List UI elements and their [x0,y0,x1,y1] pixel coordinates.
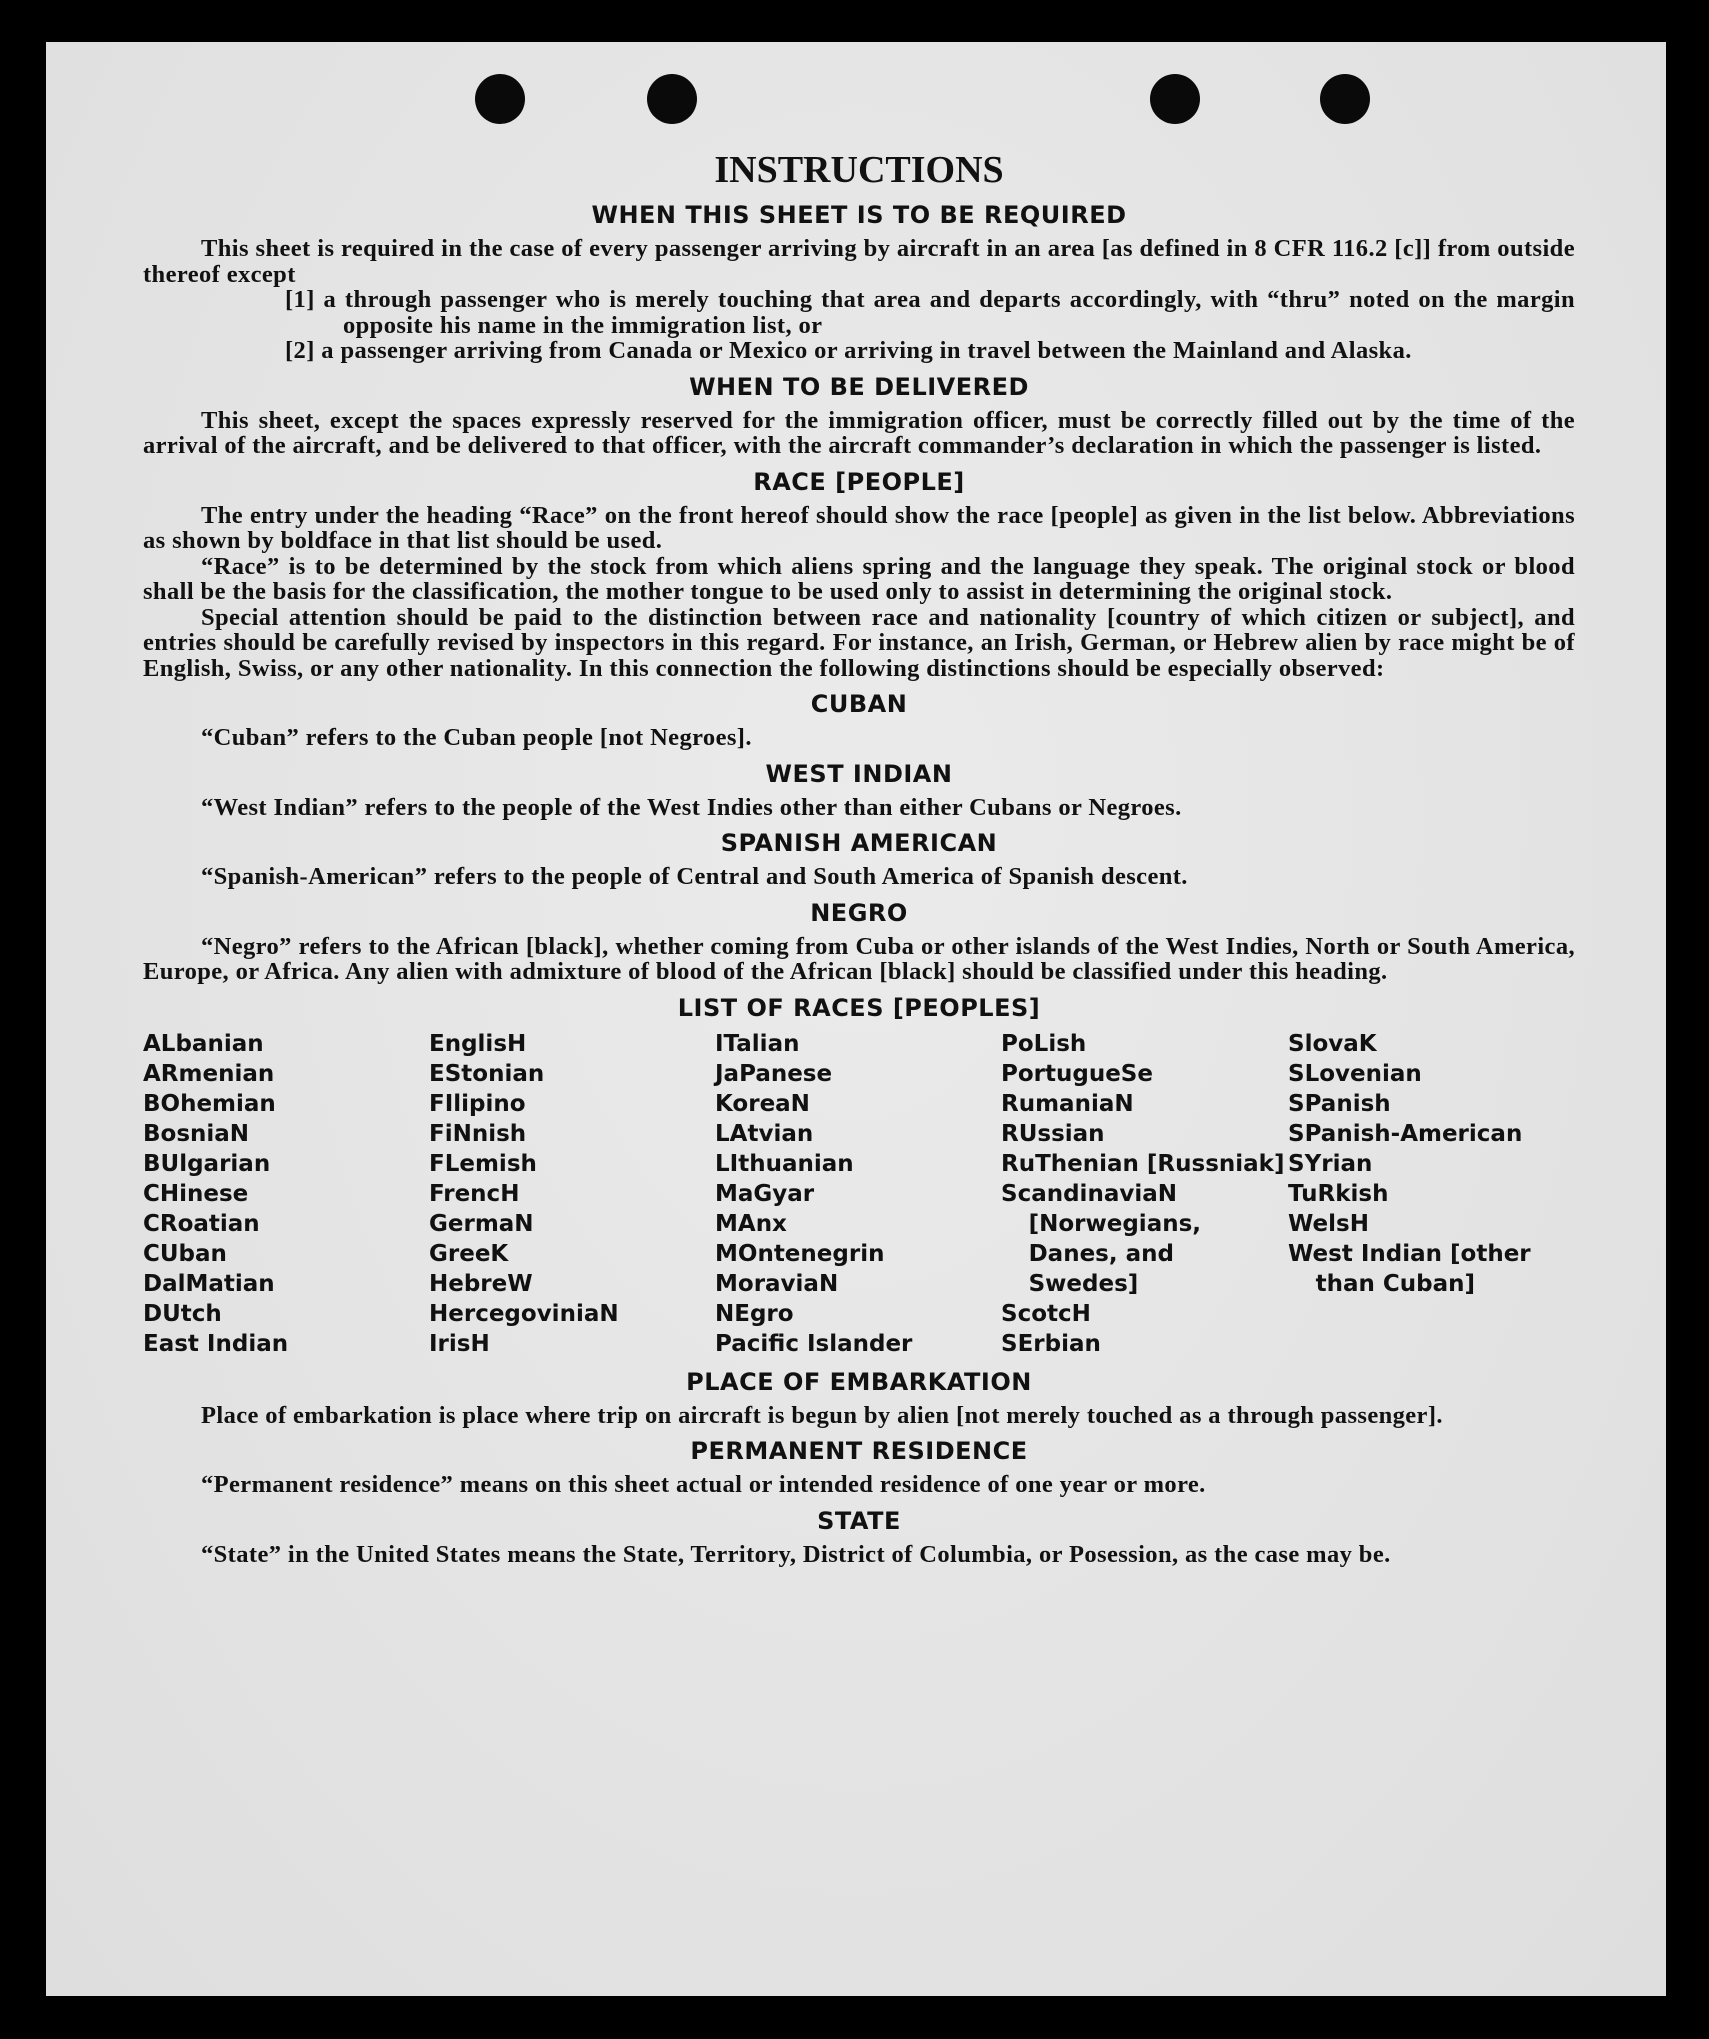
paragraph: Special attention should be paid to the distinction between race and nationality [country of which citizen or subject], and entries should be carefully revised by inspectors in this regard. For instance, an Irish, German, or Hebrew alien by race might be of English, Swiss, or any other nationality. In this connection the following distinctions should be especially observed: [143,603,1575,682]
list-item: [2] a passenger arriving from Canada or Mexico or arriving in travel between the Mainland and Alaska. [285,337,1412,364]
section-heading: RACE [PEOPLE] [753,467,965,496]
page-title: INSTRUCTIONS [714,149,1004,191]
paragraph: “West Indian” refers to the people of the West Indies other than either Cubans or Negroes. [201,793,1182,821]
race-entry: SLovenian [1288,1060,1422,1087]
race-entry: HercegoviniaN [429,1300,619,1327]
race-entry: RuThenian [Russniak] [1001,1150,1285,1177]
races-column [143,1029,429,1359]
race-entry: FrencH [429,1180,520,1207]
section-heading: NEGRO [810,898,908,927]
instructions-content [143,148,1575,1567]
punch-hole [1320,74,1370,124]
race-entry: ALbanian [143,1030,264,1057]
race-entry: CRoatian [143,1210,260,1237]
races-column [1001,1029,1288,1359]
race-entry: FIlipino [429,1090,526,1117]
race-entry: HebreW [429,1270,533,1297]
race-entry: ScotcH [1001,1300,1091,1327]
race-entry: ARmenian [143,1060,275,1087]
paragraph: Place of embarkation is place where trip on aircraft is begun by alien [not merely touched as a through passenger]. [201,1401,1443,1429]
races-column [1288,1029,1575,1359]
race-entry: GreeK [429,1240,509,1267]
race-entry: MoraviaN [715,1270,839,1297]
paragraph: “Race” is to be determined by the stock from which aliens spring and the language they speak. The original stock or blood shall be the basis for the classification, the mother tongue to be used only to assist in determining the original stock. [143,552,1575,605]
race-entry: CHinese [143,1180,249,1207]
race-entry: ScandinaviaN [Norwegians, Danes, and Swedes] [1001,1180,1202,1297]
race-entry: WelsH [1288,1210,1369,1237]
race-entry: MOntenegrin [715,1240,885,1267]
race-entry: DUtch [143,1300,222,1327]
race-entry: East Indian [143,1330,289,1357]
section-heading: WHEN TO BE DELIVERED [689,372,1029,401]
race-entry: JaPanese [715,1060,833,1087]
section-heading: STATE [817,1506,901,1535]
race-entry: Pacific Islander [715,1330,913,1357]
paragraph: “Spanish-American” refers to the people of Central and South America of Spanish descent. [201,863,1188,890]
race-entry: TuRkish [1288,1180,1389,1207]
section-heading: WHEN THIS SHEET IS TO BE REQUIRED [591,201,1127,229]
paragraph: “Cuban” refers to the Cuban people [not Negroes]. [201,724,752,751]
race-entry: SPanish-American [1288,1120,1523,1147]
races-column [429,1029,715,1359]
paragraph: “Negro” refers to the African [black], whether coming from Cuba or other islands of the West Indies, North or South America, Europe, or Africa. Any alien with admixture of blood of the African [black] should be classified under this heading. [143,932,1575,985]
race-entry: SPanish [1288,1090,1391,1117]
race-entry: EnglisH [429,1030,527,1057]
punch-hole [475,74,525,124]
race-entry: BOhemian [143,1090,276,1117]
paragraph: This sheet, except the spaces expressly reserved for the immigration officer, must be correctly filled out by the time of the arrival of the aircraft, and be delivered to that officer, with the aircraft commander’s declaration in which the passenger is listed. [143,406,1575,459]
paragraph: “State” in the United States means the State, Territory, District of Columbia, or Posession, as the case may be. [201,1540,1391,1568]
race-entry: NEgro [715,1300,794,1327]
race-entry: LAtvian [715,1120,814,1147]
race-entry: MAnx [715,1210,787,1237]
race-entry: BUlgarian [143,1150,271,1177]
race-entry: BosniaN [143,1120,250,1147]
race-entry: IrisH [429,1330,490,1357]
race-entry: FiNnish [429,1120,527,1147]
race-entry: GermaN [429,1210,534,1237]
punch-hole [647,74,697,124]
section-heading: CUBAN [810,690,908,718]
race-entry: DalMatian [143,1270,275,1297]
race-entry: EStonian [429,1060,545,1087]
race-entry: SlovaK [1288,1030,1377,1057]
punch-hole [1150,74,1200,124]
race-entry: MaGyar [715,1180,815,1207]
race-entry: PoLish [1001,1030,1087,1057]
race-entry: ITalian [715,1030,800,1057]
paragraph: “Permanent residence” means on this sheet actual or intended residence of one year or more. [201,1471,1206,1498]
race-entry: KoreaN [715,1090,810,1117]
races-list [143,1029,1575,1359]
race-entry: FLemish [429,1150,537,1177]
race-entry: SErbian [1001,1330,1101,1357]
paragraph: This sheet is required in the case of every passenger arriving by aircraft in an area [as defined in 8 CFR 116.2 [c]] from outside thereof except [143,235,1575,288]
race-entry: SYrian [1288,1150,1373,1177]
race-entry: PortugueSe [1001,1060,1153,1087]
list-item: [1] a through passenger who is merely touching that area and departs accordingly, with “thru” noted on the margin opposite his name in the immigration list, or [285,286,1575,339]
races-heading: LIST OF RACES [PEOPLES] [677,993,1041,1022]
race-entry: CUban [143,1240,227,1267]
races-column [715,1029,1001,1359]
section-heading: PERMANENT RESIDENCE [690,1437,1028,1465]
section-heading: SPANISH AMERICAN [720,829,998,857]
section-heading: WEST INDIAN [765,759,953,788]
paragraph: The entry under the heading “Race” on the front hereof should show the race [people] as given in the list below. Abbreviations as shown by boldface in that list should be used. [143,501,1575,554]
race-entry: West Indian [other than Cuban] [1288,1240,1531,1297]
race-entry: RumaniaN [1001,1090,1134,1117]
race-entry: RUssian [1001,1120,1105,1147]
section-heading: PLACE OF EMBARKATION [686,1367,1032,1396]
race-entry: LIthuanian [715,1150,854,1177]
